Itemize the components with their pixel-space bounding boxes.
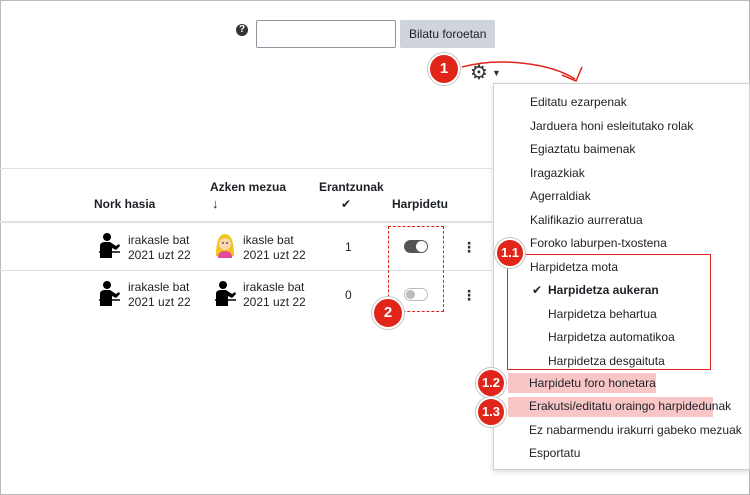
row2-replies: 0 — [345, 288, 352, 302]
teacher-avatar-icon — [212, 280, 238, 306]
header-replies[interactable]: Erantzunak — [319, 180, 384, 194]
menu-item-filters[interactable]: Iragazkiak — [530, 166, 585, 180]
menu-item-forced-subscription[interactable]: Harpidetza behartua — [548, 307, 657, 321]
row1-author[interactable]: irakasle bat — [128, 233, 190, 247]
check-icon: ✔ — [532, 283, 543, 297]
row1-author-date: 2021 uzt 22 — [128, 248, 191, 262]
menu-item-assigned-roles[interactable]: Jarduera honi esleitutako rolak — [530, 119, 694, 133]
row2-last-author[interactable]: irakasle bat — [243, 280, 305, 294]
callout-badge-1: 1 — [428, 53, 460, 85]
search-input[interactable] — [256, 20, 396, 48]
table-top-border — [0, 168, 492, 169]
row2-author-date: 2021 uzt 22 — [128, 295, 191, 309]
menu-item-advanced-grading[interactable]: Kalifikazio aurreratua — [530, 213, 643, 227]
student-avatar-icon[interactable] — [212, 232, 238, 258]
teacher-avatar-icon — [96, 280, 122, 306]
header-last-post[interactable]: Azken mezua — [210, 180, 287, 194]
menu-item-check-permissions[interactable]: Egiaztatu baimenak — [530, 142, 636, 156]
table-header-divider — [0, 221, 492, 223]
row1-kebab-icon[interactable]: ⋮ — [462, 239, 476, 255]
gear-icon[interactable]: ⚙ — [470, 62, 488, 84]
menu-item-logs[interactable]: Agerraldiak — [530, 189, 591, 203]
row1-last-date: 2021 uzt 22 — [243, 248, 306, 262]
menu-item-summary-report[interactable]: Foroko laburpen-txostena — [530, 236, 667, 250]
replies-check-icon: ✔ — [341, 197, 352, 211]
menu-item-subscription-mode: Harpidetza mota — [530, 260, 619, 274]
callout-badge-1-1: 1.1 — [495, 238, 525, 268]
row1-last-author[interactable]: ikasle bat — [243, 233, 294, 247]
help-icon[interactable]: ? — [236, 24, 248, 36]
menu-item-export[interactable]: Esportatu — [529, 446, 581, 460]
menu-item-no-highlight-unread[interactable]: Ez nabarmendu irakurri gabeko mezuak — [529, 423, 742, 437]
caret-down-icon[interactable]: ▼ — [492, 68, 501, 78]
header-started-by[interactable]: Nork hasia — [94, 197, 156, 211]
menu-item-edit-settings[interactable]: Editatu ezarpenak — [530, 95, 627, 109]
callout-badge-1-2: 1.2 — [476, 368, 506, 398]
sort-arrow-icon[interactable]: ↓ — [212, 196, 219, 211]
callout-badge-2: 2 — [372, 297, 404, 329]
menu-item-auto-subscription[interactable]: Harpidetza automatikoa — [548, 330, 675, 344]
menu-item-subscribe-forum[interactable]: Harpidetu foro honetara — [529, 376, 656, 390]
header-subscribe: Harpidetu — [392, 197, 449, 211]
teacher-avatar-icon — [96, 232, 122, 258]
menu-item-optional-subscription[interactable]: Harpidetza aukeran — [548, 283, 659, 297]
search-button[interactable]: Bilatu foroetan — [400, 20, 495, 48]
row2-kebab-icon[interactable]: ⋮ — [462, 287, 476, 303]
row2-author[interactable]: irakasle bat — [128, 280, 190, 294]
menu-item-disabled-subscription[interactable]: Harpidetza desgaituta — [548, 354, 665, 368]
row1-replies: 1 — [345, 240, 352, 254]
row2-last-date: 2021 uzt 22 — [243, 295, 306, 309]
callout-box-1-1 — [507, 254, 711, 370]
callout-badge-1-3: 1.3 — [476, 397, 506, 427]
menu-item-show-subscribers[interactable]: Erakutsi/editatu oraingo harpidedunak — [529, 399, 732, 413]
